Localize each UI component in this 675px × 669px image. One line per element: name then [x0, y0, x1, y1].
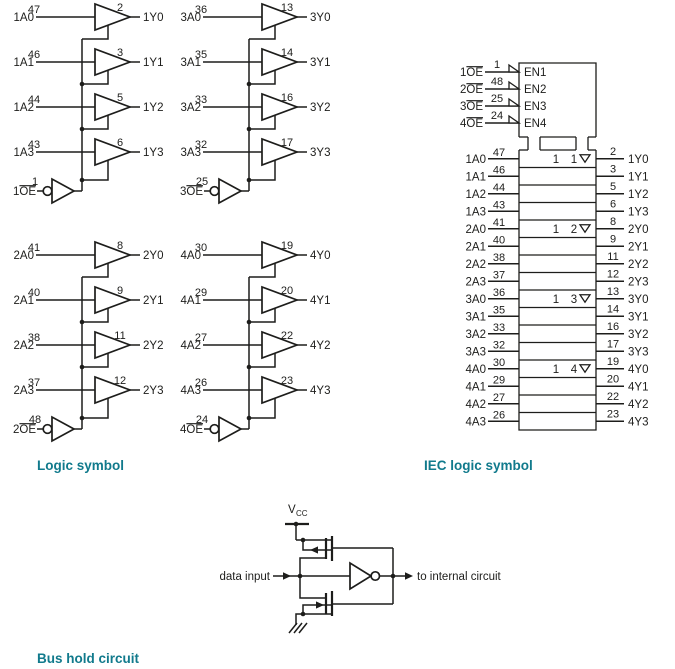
input-signal-label: 3A0: [465, 293, 486, 306]
input-pin-number: 29: [492, 374, 506, 387]
input-signal-label: 2A3: [13, 385, 34, 397]
input-signal-label: 4A2: [180, 340, 201, 352]
signal-label: 2OE: [459, 84, 483, 96]
input-signal-label: 3A0: [180, 12, 201, 24]
output-pin-number: 20: [280, 285, 294, 297]
input-signal-label: 1A0: [465, 153, 486, 166]
output-pin-number: 9: [116, 285, 124, 297]
en-label: EN1: [524, 67, 547, 79]
active-low-bubble-icon: [210, 187, 219, 196]
channel-group-number: 3: [570, 293, 578, 306]
active-low-bubble-icon: [210, 425, 219, 434]
output-pin-number: 19: [280, 240, 294, 252]
input-signal-label: 1A2: [13, 102, 34, 114]
junction-dot-icon: [247, 178, 252, 183]
input-pin-number: 35: [194, 49, 208, 61]
input-pin-number: 38: [492, 251, 506, 264]
buffer-gate-icon: [95, 242, 130, 268]
en-pin-number: 25: [490, 93, 504, 105]
input-pin-number: 27: [194, 332, 208, 344]
output-signal-label: 1Y3: [628, 206, 649, 219]
output-pin-number: 16: [606, 320, 620, 333]
input-pin-number: 37: [27, 377, 41, 389]
output-pin-number: 3: [116, 47, 124, 59]
output-pin-number: 20: [606, 373, 620, 386]
output-signal-label: 1Y1: [143, 57, 164, 69]
output-pin-number: 17: [606, 338, 620, 351]
buffer-gate-icon: [95, 287, 130, 313]
logic-group-1: [13, 2, 163, 203]
en-label: EN2: [524, 84, 547, 96]
output-pin-number: 6: [609, 198, 617, 211]
input-pin-number: 44: [492, 181, 506, 194]
output-pin-number: 22: [280, 330, 294, 342]
inverter-bubble-icon: [371, 572, 379, 580]
junction-dot-icon: [247, 82, 252, 87]
input-pin-number: 26: [194, 377, 208, 389]
output-signal-label: 1Y0: [628, 153, 649, 166]
output-pin-number: 6: [116, 137, 124, 149]
iec-en-input-EN1: [460, 59, 546, 79]
oe-buffer-icon: [219, 179, 241, 203]
input-signal-label: 2A1: [465, 241, 486, 254]
iec-channel-1A0: [466, 146, 649, 166]
logic-group-2: [13, 240, 163, 441]
output-signal-label: 4Y0: [628, 363, 649, 376]
input-pin-number: 41: [27, 242, 41, 254]
input-pin-number: 33: [492, 321, 506, 334]
input-pin-number: 46: [27, 49, 41, 61]
input-signal-label: 2A1: [13, 295, 34, 307]
en-label: EN4: [524, 118, 547, 130]
output-signal-label: 2Y3: [143, 385, 164, 397]
output-signal-label: 4Y1: [628, 381, 649, 394]
input-pin-number: 37: [492, 269, 506, 282]
input-signal-label: 1A3: [465, 206, 486, 219]
input-pin-number: 32: [194, 139, 208, 151]
output-pin-number: 5: [609, 180, 617, 193]
output-signal-label: 4Y1: [310, 295, 331, 307]
buffer-gate-icon: [95, 139, 130, 165]
output-signal-label: 3Y1: [628, 311, 649, 324]
input-signal-label: 4A0: [465, 363, 486, 376]
input-pin-number: 47: [492, 146, 506, 159]
output-signal-label: 1Y1: [628, 171, 649, 184]
channel-common-qualifier: 1: [552, 153, 560, 166]
channel-common-qualifier: 1: [552, 363, 560, 376]
input-pin-number: 36: [194, 4, 208, 16]
input-pin-number: 44: [27, 94, 41, 106]
signal-label: 1OE: [12, 186, 36, 198]
output-pin-number: 2: [609, 145, 617, 158]
input-signal-label: 3A1: [465, 311, 486, 324]
output-signal-label: 2Y1: [628, 241, 649, 254]
input-signal-label: 1A1: [465, 171, 486, 184]
signal-label: 3OE: [459, 101, 483, 113]
junction-dot-icon: [80, 178, 85, 183]
buffer-gate-icon: [95, 4, 130, 30]
output-signal-label: 1Y3: [143, 147, 164, 159]
output-signal-label: 4Y2: [310, 340, 331, 352]
en-pin-number: 24: [490, 110, 504, 122]
input-signal-label: 1A0: [13, 12, 34, 24]
input-signal-label: 1A1: [13, 57, 34, 69]
bus-hold-caption: Bus hold circuit: [37, 651, 140, 666]
oe-buffer-icon: [52, 179, 74, 203]
input-pin-number: 46: [492, 164, 506, 177]
oe-pin-number: 1: [31, 176, 39, 188]
oe-pin-number: 25: [195, 176, 209, 188]
input-signal-label: 3A3: [180, 147, 201, 159]
output-signal-label: 2Y2: [143, 340, 164, 352]
input-pin-number: 33: [194, 94, 208, 106]
iec-logic-symbol-caption: IEC logic symbol: [424, 458, 533, 473]
en-pin-number: 48: [490, 76, 504, 88]
output-signal-label: 1Y0: [143, 12, 164, 24]
output-pin-number: 11: [607, 250, 619, 263]
output-pin-number: 23: [606, 408, 620, 421]
wire: [300, 558, 326, 576]
logic-group-3: [180, 2, 330, 203]
polarity-triangle-icon: [509, 82, 519, 89]
output-signal-label: 1Y2: [143, 102, 164, 114]
output-pin-number: 12: [606, 268, 620, 281]
channel-group-number: 1: [570, 153, 578, 166]
channel-group-number: 4: [570, 363, 578, 376]
substrate-arrow-icon: [316, 601, 324, 608]
output-pin-number: 14: [280, 47, 294, 59]
output-pin-number: 13: [606, 285, 620, 298]
input-signal-label: 4A3: [180, 385, 201, 397]
output-pin-number: 16: [280, 92, 294, 104]
output-pin-number: 8: [116, 240, 124, 252]
input-signal-label: 3A1: [180, 57, 201, 69]
input-signal-label: 2A3: [465, 276, 486, 289]
output-pin-number: 2: [116, 2, 124, 14]
buffer-gate-icon: [95, 94, 130, 120]
active-low-bubble-icon: [43, 425, 52, 434]
input-signal-label: 4A0: [180, 250, 201, 262]
input-pin-number: 47: [27, 4, 41, 16]
input-pin-number: 26: [492, 409, 506, 422]
input-signal-label: 2A2: [465, 258, 486, 271]
signal-label: 4OE: [179, 424, 203, 436]
junction-dot-icon: [301, 538, 306, 543]
channel-common-qualifier: 1: [552, 223, 560, 236]
en-pin-number: 1: [493, 59, 501, 71]
polarity-triangle-icon: [509, 65, 519, 72]
output-signal-label: 3Y3: [310, 147, 331, 159]
input-signal-label: 2A0: [465, 223, 486, 236]
to-internal-circuit-label: to internal circuit: [417, 571, 501, 583]
signal-label: 1OE: [459, 67, 483, 79]
bus-hold-circuit-diagram: [219, 504, 501, 633]
output-signal-label: 4Y3: [310, 385, 331, 397]
channel-group-number: 2: [570, 223, 578, 236]
output-signal-label: 3Y2: [310, 102, 331, 114]
junction-dot-icon: [80, 82, 85, 87]
en-label: EN3: [524, 101, 547, 113]
junction-dot-icon: [247, 416, 252, 421]
output-signal-label: 3Y0: [310, 12, 331, 24]
input-pin-number: 30: [194, 242, 208, 254]
vcc-label: V: [288, 504, 296, 516]
channel-common-qualifier: 1: [552, 293, 560, 306]
output-signal-label: 2Y3: [628, 276, 649, 289]
buffer-gate-icon: [95, 49, 130, 75]
input-signal-label: 1A3: [13, 147, 34, 159]
input-pin-number: 29: [194, 287, 208, 299]
signal-label: 3OE: [179, 186, 203, 198]
output-pin-number: 3: [609, 163, 617, 176]
output-signal-label: 2Y2: [628, 258, 649, 271]
output-pin-number: 19: [606, 355, 620, 368]
output-signal-label: 3Y2: [628, 328, 649, 341]
output-pin-number: 13: [280, 2, 294, 14]
input-signal-label: 3A2: [180, 102, 201, 114]
junction-dot-icon: [294, 522, 299, 527]
output-pin-number: 5: [116, 92, 124, 104]
logic-group-4: [180, 240, 330, 441]
output-pin-number: 14: [606, 303, 620, 316]
input-pin-number: 32: [492, 339, 506, 352]
signal-label: 2OE: [12, 424, 36, 436]
junction-dot-icon: [80, 127, 85, 132]
input-signal-label: 4A2: [465, 398, 486, 411]
input-pin-number: 27: [492, 391, 506, 404]
output-signal-label: 3Y0: [628, 293, 649, 306]
inverter-icon: [350, 563, 371, 589]
logic-symbol-caption: Logic symbol: [37, 458, 125, 473]
iec-logic-symbol-diagram: [460, 59, 648, 430]
output-pin-number: 12: [113, 375, 127, 387]
input-pin-number: 35: [492, 304, 506, 317]
input-arrow-icon: [283, 572, 291, 580]
signal-label: 4OE: [459, 118, 483, 130]
output-pin-number: 22: [606, 390, 620, 403]
logic-symbol-diagram: [13, 2, 330, 441]
output-signal-label: 2Y0: [628, 223, 649, 236]
vcc-label-subscript: CC: [296, 509, 308, 518]
junction-dot-icon: [247, 127, 252, 132]
wire: [300, 576, 326, 598]
input-signal-label: 3A2: [465, 328, 486, 341]
input-pin-number: 30: [492, 356, 506, 369]
input-pin-number: 43: [492, 199, 506, 212]
oe-buffer-icon: [52, 417, 74, 441]
output-pin-number: 11: [114, 330, 126, 342]
output-pin-number: 17: [280, 137, 294, 149]
input-pin-number: 38: [27, 332, 41, 344]
output-signal-label: 2Y0: [143, 250, 164, 262]
output-signal-label: 1Y2: [628, 188, 649, 201]
junction-dot-icon: [247, 365, 252, 370]
junction-dot-icon: [301, 612, 306, 617]
input-signal-label: 3A3: [465, 346, 486, 359]
polarity-triangle-icon: [509, 116, 519, 123]
output-signal-label: 4Y2: [628, 398, 649, 411]
input-pin-number: 41: [492, 216, 506, 229]
input-signal-label: 4A3: [465, 416, 486, 429]
active-low-bubble-icon: [43, 187, 52, 196]
polarity-triangle-icon: [509, 99, 519, 106]
oe-pin-number: 48: [28, 414, 42, 426]
junction-dot-icon: [80, 365, 85, 370]
substrate-arrow-icon: [310, 546, 318, 553]
output-signal-label: 3Y3: [628, 346, 649, 359]
oe-buffer-icon: [219, 417, 241, 441]
input-signal-label: 1A2: [465, 188, 486, 201]
input-pin-number: 40: [27, 287, 41, 299]
junction-dot-icon: [247, 320, 252, 325]
output-signal-label: 2Y1: [143, 295, 164, 307]
data-input-label: data input: [219, 571, 270, 583]
output-signal-label: 4Y3: [628, 416, 649, 429]
junction-dot-icon: [80, 320, 85, 325]
junction-dot-icon: [80, 416, 85, 421]
output-pin-number: 23: [280, 375, 294, 387]
input-pin-number: 43: [27, 139, 41, 151]
output-pin-number: 9: [609, 233, 617, 246]
oe-pin-number: 24: [195, 414, 209, 426]
output-pin-number: 8: [609, 215, 617, 228]
output-arrow-icon: [405, 572, 413, 580]
input-signal-label: 2A0: [13, 250, 34, 262]
input-signal-label: 2A2: [13, 340, 34, 352]
input-signal-label: 4A1: [465, 381, 486, 394]
input-signal-label: 4A1: [180, 295, 201, 307]
input-pin-number: 36: [492, 286, 506, 299]
input-pin-number: 40: [492, 234, 506, 247]
output-signal-label: 4Y0: [310, 250, 331, 262]
output-signal-label: 3Y1: [310, 57, 331, 69]
